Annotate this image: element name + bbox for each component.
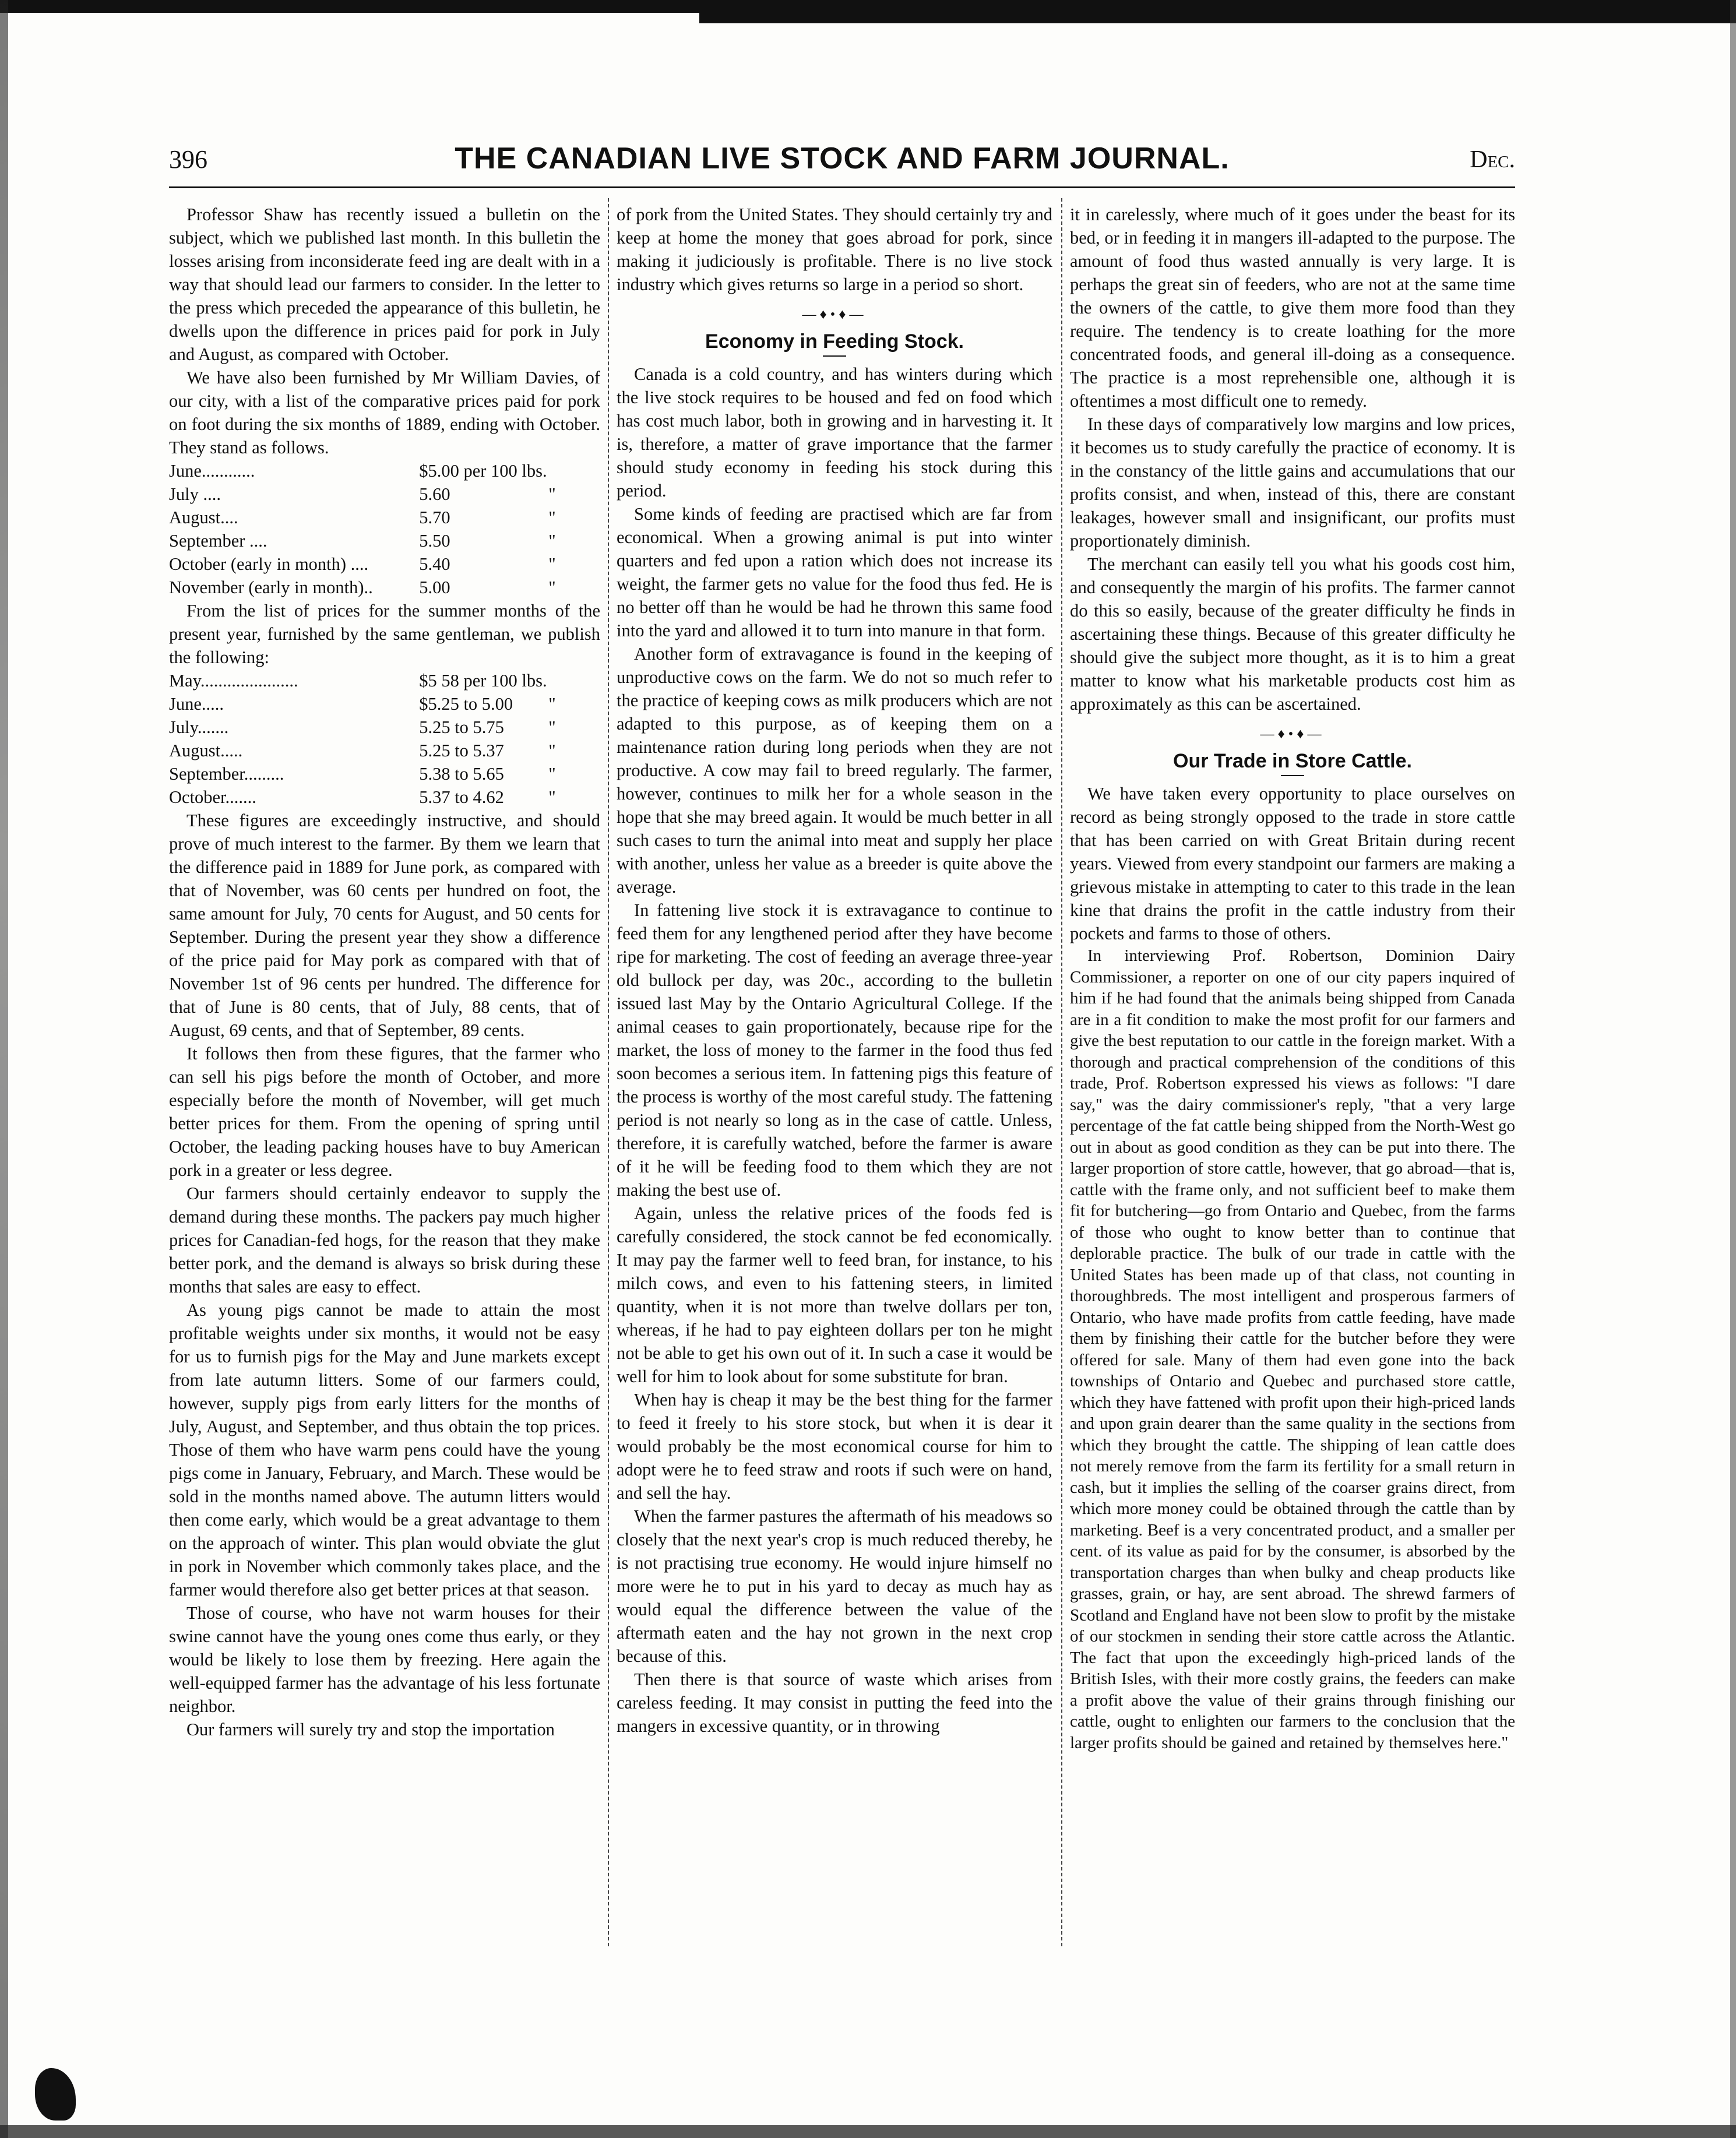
column-divider-2	[1061, 198, 1062, 1946]
paragraph: In fattening live stock it is extravagance to continue to feed them for any lengthened period after they have become ripe for marketing. The cost of feeding an average three-year old bullock per day, was 20c., according to the bulletin issued last May by the Ontario Agricultural College. If the animal ceases to gain proportionately, because ripe for the market, the loss of money to the farmer in the food thus fed soon becomes a serious item. In fattening pigs this feature of the process is worthy of the most careful study. The fattening period is not nearly so long as in the case of cattle. Unless, therefore, it is carefully watched, before the farmer is aware of it he will be feeding food to them which they are not making the best use of.	[617, 900, 1052, 1200]
paragraph: In these days of comparatively low margins and low prices, it becomes us to study carefully the practice of economy. It is in the constancy of the little gains and accumulations that our profits consist, and when, instead of this, there are constant leakages, however small and insignificant, our profits must proportionately diminish.	[1070, 414, 1515, 551]
paragraph: From the list of prices for the summer months of the present year, furnished by the same gentleman, we publish the following:	[169, 601, 600, 667]
ditto-cell: "	[548, 577, 556, 597]
ditto-cell: "	[548, 694, 556, 714]
price-cell: 5.60	[419, 484, 450, 504]
ditto-cell	[548, 669, 600, 692]
ditto-cell: "	[548, 554, 556, 574]
ditto-cell: "	[548, 531, 556, 551]
price-cell: $5.25 to 5.00	[419, 694, 513, 714]
price-cell: 5.38 to 5.65	[419, 764, 504, 784]
article-title-economy: Economy in Feeding Stock.	[705, 330, 964, 353]
table-row	[169, 459, 600, 482]
scan-top-edge-band	[699, 13, 1736, 23]
price-cell: 5.00	[419, 577, 450, 597]
table-row	[169, 576, 600, 599]
price-cell: 5.37 to 4.62	[419, 787, 504, 807]
scan-bottom-edge	[0, 2125, 1736, 2138]
scan-top-edge	[0, 0, 1736, 13]
issue-month: Dec.	[1470, 146, 1515, 173]
month-cell: October (early in month) ....	[169, 554, 369, 574]
paragraph: In interviewing Prof. Robertson, Dominion Dairy Commissioner, a reporter on one of our city papers inquired of him if he had found that the animals being shipped from Canada are in a fit condition to make the most profit for our farmers and give the best reputation to our cattle in the foreign market. With a thorough and practical comprehension of the conditions of this trade, Prof. Robertson expressed his views as follows: "I dare say," was the dairy commissioner's reply, "that a very large percentage of the fat cattle being shipped from the North-West go out in about as good condition as they can be put into there. The larger proportion of store cattle, however, that go abroad—that is, cattle with the frame only, and not sufficient beef to make them fit for butchering—go from Ontario and Quebec, from the farms of those who ought to know better than to continue that deplorable practice. The bulk of our trade in cattle with the United States has been made up of that class, not counting in thoroughbreds. The most intelligent and prosperous farmers of Ontario, who have made profits from cattle feeding, have made them by finishing their cattle for the butcher before they were offered for sale. Many of them had even gone into the back townships of Ontario and Quebec and purchased store cattle, which they have fattened with profit upon their high-priced lands and upon grain dearer than the same quality in the sections from which they brought the cattle. The shipping of lean cattle does not merely remove from the farm its fertility for a small return in cash, but it implies the selling of the coarser grains direct, from which more money could be obtained through the cattle than by marketing. Beef is a very concentrated product, and a smaller per cent. of its value as paid for by the consumer, is absorbed by the transportation charges than when bulky and cheap products like grasses, grain, or hay, are sent abroad. The shrewd farmers of Scotland and England have not been slow to profit by the mistake of our stockmen in sending their store cattle across the Atlantic. The fact that upon the exceedingly high-priced lands of the British Isles, with their more costly grains, the feeders can make a profit above the value of their grains through finishing our cattle, ought to enlighten our farmers to the conclusion that the larger profits should be gained and retained by themselves here."	[1070, 946, 1515, 1752]
paragraph: The merchant can easily tell you what his goods cost him, and consequently the margin of his profits. The farmer cannot do this so easily, because of the greater difficulty he finds in ascertaining these things. Because of this greater difficulty he should give the subject more thought, as it is to him a great matter to know what his marketable products cost him as approximately as this can be ascertained.	[1070, 554, 1515, 714]
column-divider-1	[608, 198, 609, 1946]
table-row	[169, 716, 600, 739]
page-number: 396	[169, 145, 207, 174]
price-cell: 5.40	[419, 554, 450, 574]
month-cell: November (early in month)..	[169, 577, 373, 597]
column-1	[169, 203, 600, 1933]
table-row	[169, 786, 600, 809]
month-cell: July.......	[169, 717, 229, 737]
month-cell: June.....	[169, 694, 224, 714]
price-cell: $5 58 per 100 lbs.	[419, 671, 547, 691]
month-cell: August.....	[169, 741, 243, 760]
article-title-store-cattle: Our Trade in Store Cattle.	[1173, 750, 1412, 772]
ditto-cell: "	[548, 741, 556, 760]
scan-left-edge	[0, 0, 8, 2138]
month-cell: October.......	[169, 787, 256, 807]
table-row	[169, 482, 600, 506]
table-row	[169, 762, 600, 786]
table-row	[169, 669, 600, 692]
table-row	[169, 739, 600, 762]
ditto-cell: "	[548, 764, 556, 784]
title-rule	[1281, 775, 1304, 776]
price-cell: 5.50	[419, 531, 450, 551]
column-3	[1070, 203, 1515, 1933]
month-cell: June............	[169, 461, 255, 481]
table-row	[169, 692, 600, 716]
scan-right-edge	[1730, 0, 1736, 2138]
price-cell: $5.00 per 100 lbs.	[419, 461, 547, 481]
paragraph: Again, unless the relative prices of the foods fed is carefully considered, the stock cannot be fed economically. It may pay the farmer well to feed bran, for instance, to his milch cows, and even to his fattening steers, in limited quantity, when it is not more than twelve dollars per ton, whereas, if he had to pay eighteen dollars per ton he might not be able to get his own out of it. In such a case it would be well for him to look about for some substitute for bran.	[617, 1203, 1052, 1386]
title-rule	[823, 355, 846, 357]
journal-title: THE CANADIAN LIVE STOCK AND FARM JOURNAL.	[455, 142, 1230, 175]
header-rule	[169, 186, 1515, 188]
paragraph: When the farmer pastures the aftermath of his meadows so closely that the next year's crop is much reduced thereby, he is not practising true economy. He would injure himself no more were he to put in his yard to decay as much hay as would equal the difference between the value of the aftermath eaten and the hay not grown in the next crop because of this.	[617, 1506, 1052, 1666]
paragraph: Our farmers should certainly endeavor to supply the demand during these months. The packers pay much higher prices for Canadian-fed hogs, for the reason that they make better pork, and the demand is always so brisk during these months that sales are easy to effect.	[169, 1184, 600, 1297]
month-cell: July ....	[169, 484, 221, 504]
section-ornament: —♦•♦—	[802, 307, 867, 322]
ditto-cell	[548, 459, 600, 482]
ditto-cell: "	[548, 484, 556, 504]
paragraph: of pork from the United States. They should certainly try and keep at home the money that goes abroad for pork, since making it judiciously is profitable. There is no live stock industry which gives returns so large in a period so short.	[617, 205, 1052, 294]
paragraph: Those of course, who have not warm houses for their swine cannot have the young ones come thus early, or they would be likely to lose them by freezing. Here again the well-equipped farmer has the advantage of his less fortunate neighbor.	[169, 1603, 600, 1716]
month-cell: September.........	[169, 764, 284, 784]
ditto-cell: "	[548, 717, 556, 737]
table-row	[169, 506, 600, 529]
column-2	[617, 203, 1052, 1933]
paragraph: As young pigs cannot be made to attain the most profitable weights under six months, it would not be easy for us to furnish pigs for the May and June markets except from late autumn litters. Some of our farmers could, however, supply pigs from early litters for the months of July, August, and September, and thus obtain the top prices. Those of them who have warm pens could have the young pigs come in January, February, and March. These would be sold in the months named above. The autumn litters would then come early, which would be a great advantage to them on the approach of winter. This plan would obviate the glut in pork in November which commonly takes place, and the farmer would therefore also get better prices at that season.	[169, 1300, 600, 1600]
table-row	[169, 552, 600, 576]
ditto-cell: "	[548, 508, 556, 527]
paragraph: Then there is that source of waste which arises from careless feeding. It may consist in putting the feed into the mangers in excessive quantity, or in throwing	[617, 1669, 1052, 1736]
paragraph: We have taken every opportunity to place ourselves on record as being strongly opposed to the trade in store cattle that has been carried on with Great Britain during recent years. Viewed from every standpoint our farmers are making a grievous mistake in attempting to cater to this trade in the lean kine that drains the profit in the cattle industry from their pockets and farms to those of others.	[1070, 784, 1515, 943]
scan-corner-blot	[35, 2068, 76, 2121]
table-row	[169, 529, 600, 552]
month-cell: August....	[169, 508, 238, 527]
price-table-1889	[169, 459, 600, 599]
price-table-current-year	[169, 669, 600, 809]
paragraph: Canada is a cold country, and has winters during which the live stock requires to be housed and fed on food which has cost much labor, both in growing and in harvesting it. It is, therefore, a matter of grave importance that the farmer should study economy in feeding his stock during this period.	[617, 364, 1052, 501]
paragraph: Professor Shaw has recently issued a bulletin on the subject, which we published last month. In this bulletin the losses arising from inconsiderate feed ing are dealt with in a way that should lead our farmers to consider. In the letter to the press which preceded the appearance of this bulletin, he dwells upon the difference in prices paid for pork in July and August, as compared with October.	[169, 205, 600, 364]
month-cell: September ....	[169, 531, 267, 551]
month-cell: May......................	[169, 671, 298, 691]
ditto-cell: "	[548, 787, 556, 807]
paragraph: it in carelessly, where much of it goes under the beast for its bed, or in feeding it in mangers ill-adapted to the purpose. The amount of food thus wasted annually is very large. It is perhaps the great sin of feeders, who are not at the same time the owners of the cattle, to give them more food than they require. The tendency is to create loathing for the more concentrated foods, and general ill-doing as a consequence. The practice is a most reprehensible one, although it is oftentimes a most difficult one to remedy.	[1070, 205, 1515, 411]
price-cell: 5.25 to 5.75	[419, 717, 504, 737]
paragraph: It follows then from these figures, that the farmer who can sell his pigs before the month of October, and more especially before the month of November, will get much better prices for them. From the opening of spring until October, the leading packing houses have to buy American pork in a greater or less degree.	[169, 1044, 600, 1180]
page-header	[169, 142, 1515, 179]
paragraph: When hay is cheap it may be the best thing for the farmer to feed it freely to his store stock, but when it is dear it would probably be the most economical course for him to adopt were he to feed straw and roots if such were on hand, and sell the hay.	[617, 1390, 1052, 1503]
paragraph: Our farmers will surely try and stop the importation	[186, 1720, 555, 1739]
paragraph: These figures are exceedingly instructive, and should prove of much interest to the farmer. By them we learn that the difference paid in 1889 for June pork, as compared with that of November, was 60 cents per hundred on foot, the same amount for July, 70 cents for August, and 50 cents for September. During the present year they show a difference of the price paid for May pork as compared with that of November 1st of 96 cents per hundred. The difference for that of June is 80 cents, that of July, 88 cents, that of August, 69 cents, and that of September, 89 cents.	[169, 811, 600, 1040]
paragraph: Another form of extravagance is found in the keeping of unproductive cows on the farm. We do not so much refer to the practice of keeping cows as milk producers which are not adapted to this purpose, as of keeping them on a maintenance ration during long periods when they are not productive. A cow may fail to breed regularly. The farmer, however, continues to milk her for a whole season in the hope that she may breed again. It would be much better in all such cases to turn the animal into meat and supply her place with another, unless her value as a breeder is quite above the average.	[617, 644, 1052, 897]
paragraph: We have also been furnished by Mr William Davies, of our city, with a list of the comparative prices paid for pork on foot during the six months of 1889, ending with October. They stand as follows.	[169, 368, 600, 457]
paragraph: Some kinds of feeding are practised which are far from economical. When a growing animal is put into winter quarters and fed upon a ration which does not increase its weight, the farmer gets no value for the food thus fed. He is no better off than he would be had he thrown this same food into the yard and allowed it to turn into manure in that form.	[617, 504, 1052, 640]
price-cell: 5.25 to 5.37	[419, 741, 504, 760]
price-cell: 5.70	[419, 508, 450, 527]
section-ornament: —♦•♦—	[1260, 727, 1325, 742]
